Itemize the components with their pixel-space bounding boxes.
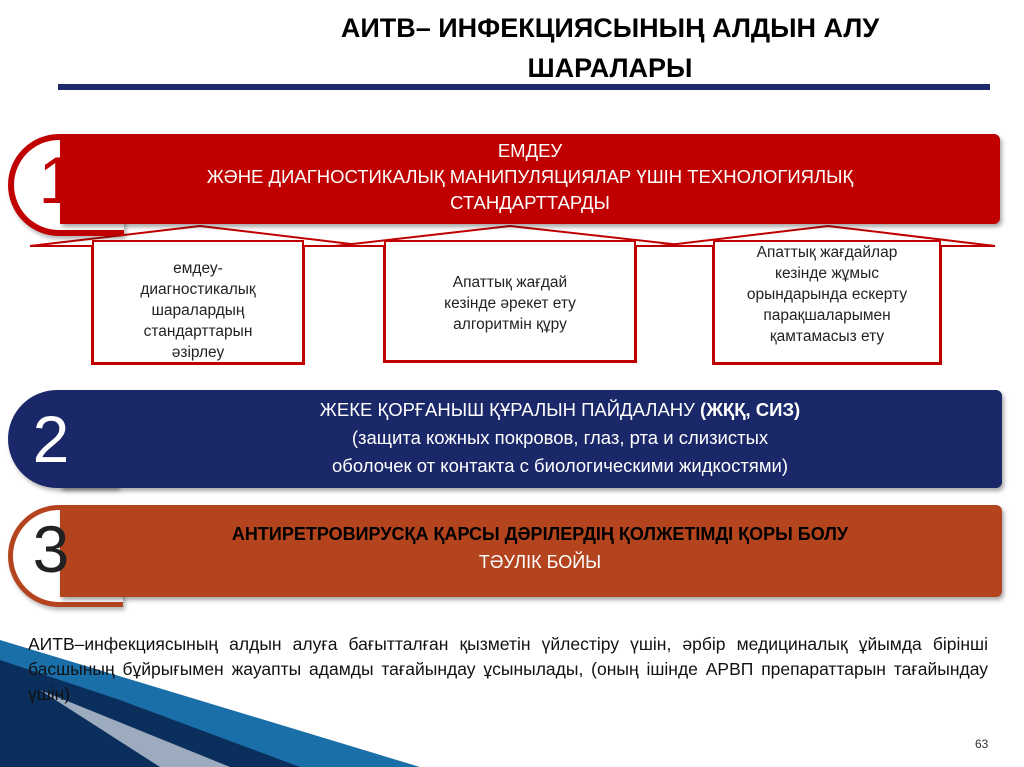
band-3-line-2: ТӘУЛІК БОЙЫ [478,552,602,572]
band-1-number: 1 [38,143,76,217]
house-2-line: алгоритмін құру [453,316,567,333]
band-3-line-1: АНТИРЕТРОВИРУСҚА ҚАРСЫ ДӘРІЛЕРДІҢ ҚОЛЖЕТІМДІ ҚОРЫ БОЛУ [231,524,849,544]
band-2-text [160,396,960,480]
band-2-line-2: (защита кожных покровов, глаз, рта и слизистых [351,427,769,448]
house-3-line: қамтамасыз ету [769,328,885,345]
house-2-line: кезінде әрекет ету [444,295,576,312]
house-box-3 [713,240,941,364]
title-line-1: АИТВ– ИНФЕКЦИЯСЫНЫҢ АЛДЫН АЛУ [340,13,880,43]
page-number: 63 [975,737,989,751]
house-box-1 [92,240,304,364]
band-1-line-1: ЕМДЕУ [497,140,563,161]
band-1-line-2: ЖӘНЕ ДИАГНОСТИКАЛЫҚ МАНИПУЛЯЦИЯЛАР ҮШІН ТЕХНОЛОГИЯЛЫҚ [206,166,854,187]
house-3-line: Апаттық жағдайлар [756,244,898,261]
band-3-number: 3 [32,512,70,586]
band-2-line-1-main: ЖЕКЕ ҚОРҒАНЫШ ҚҰРАЛЫН ПАЙДАЛАНУ [319,399,701,420]
house-1-line: шаралардың [151,302,245,319]
bottom-paragraph: АИТВ–инфекциясының алдын алуға бағытталған қызметін үйлестіру үшін, әрбір медициналық ұйымда бірінші басшының бұйрығымен жауапты адамды тағайындау ұсынылады, (оның ішінде АРВП препараттарын тағайындау үшін) [28,634,988,704]
house-3-line: парақшаларымен [763,307,891,324]
band-3-text [120,520,960,576]
title-line-2: ШАРАЛАРЫ [527,53,693,83]
band-1-text [110,138,950,216]
house-3-line: кезінде жұмыс [775,265,879,282]
house-2-line: Апаттық жағдай [452,274,568,291]
band-2-number: 2 [32,402,70,476]
band-2-line-1-abbrev: (ЖҚҚ, СИЗ) [700,399,801,420]
house-1-line: стандарттарын [143,323,253,340]
house-1-line: емдеу- [173,260,223,277]
band-2-line-3: оболочек от контакта с биологическими жидкостями) [331,455,789,476]
band-1-line-3: СТАНДАРТТАРДЫ [450,192,610,213]
house-box-2 [384,240,636,362]
band-2-line-1 [160,396,960,424]
house-3-line: орындарында ескерту [746,286,908,303]
house-1-line: диагностикалық [140,281,256,298]
house-1-line: әзірлеу [171,344,225,361]
